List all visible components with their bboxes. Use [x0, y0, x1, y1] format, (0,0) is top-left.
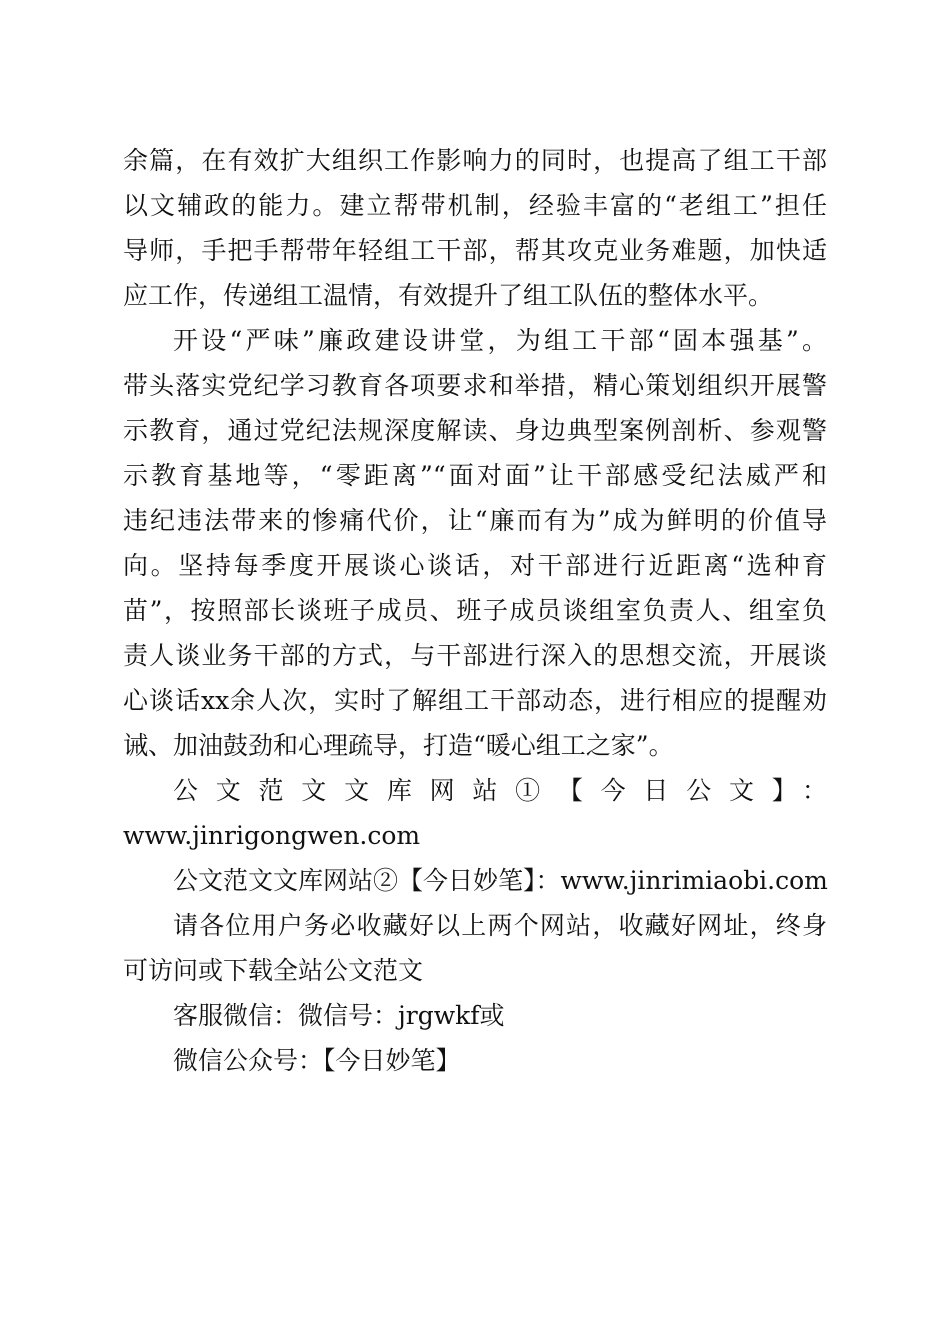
paragraph-line: 心谈话xx余人次，实时了解组工干部动态，进行相应的提醒劝: [123, 686, 827, 715]
paragraph-integrity-class: [123, 318, 827, 768]
paragraph-line: 违纪违法带来的惨痛代价，让“廉而有为”成为鲜明的价值导: [123, 506, 827, 535]
paragraph-line: 苗”，按照部长谈班子成员、班子成员谈组室负责人、组室负: [123, 596, 827, 625]
paragraph-line: 请各位用户务必收藏好以上两个网站，收藏好网址，终身: [173, 911, 827, 940]
paragraph-line: 带头落实党纪学习教育各项要求和举措，精心策划组织开展警: [123, 371, 827, 400]
paragraph-line: 开设“严味”廉政建设讲堂，为组工干部“固本强基”。: [173, 326, 827, 355]
paragraph-line: 示教育，通过党纪法规深度解读、身边典型案例剖析、参观警: [123, 416, 827, 445]
paragraph-website-1: [123, 768, 827, 858]
paragraph-line: 余篇，在有效扩大组织工作影响力的同时，也提高了组工干部: [123, 146, 827, 175]
paragraph-line: 向。坚持每季度开展谈心谈话，对干部进行近距离“选种育: [123, 551, 827, 580]
paragraph-group-work: [123, 138, 827, 318]
paragraph-website-2: [123, 858, 827, 903]
paragraph-bookmark-notice: [123, 903, 827, 993]
paragraph-line: 可访问或下载全站公文范文: [123, 956, 424, 985]
paragraph-official-account: [123, 1038, 827, 1083]
paragraph-line: 以文辅政的能力。建立帮带机制，经验丰富的“老组工”担任: [123, 191, 827, 220]
wechat-official-account: 微信公众号：【今日妙笔】: [173, 1046, 461, 1075]
website-1-label: 公文范文文库网站①【今日公文】：: [173, 776, 827, 805]
paragraph-line: 导师，手把手帮带年轻组工干部，帮其攻克业务难题，加快适: [123, 236, 827, 265]
paragraph-line: 责人谈业务干部的方式，与干部进行深入的思想交流，开展谈: [123, 641, 827, 670]
customer-service-wechat: 客服微信：微信号：jrgwkf或: [173, 1001, 505, 1030]
paragraph-line: 示教育基地等，“零距离”“面对面”让干部感受纪法威严和: [123, 461, 827, 490]
website-1-url: www.jinrigongwen.com: [123, 821, 421, 850]
paragraph-line: 诫、加油鼓劲和心理疏导，打造“暖心组工之家”。: [123, 731, 674, 760]
paragraph-customer-service: [123, 993, 827, 1038]
paragraph-line: 应工作，传递组工温情，有效提升了组工队伍的整体水平。: [123, 281, 774, 310]
website-2-line: 公文范文文库网站②【今日妙笔】：www.jinrimiaobi.com: [173, 866, 828, 895]
document-body: [123, 138, 827, 1083]
